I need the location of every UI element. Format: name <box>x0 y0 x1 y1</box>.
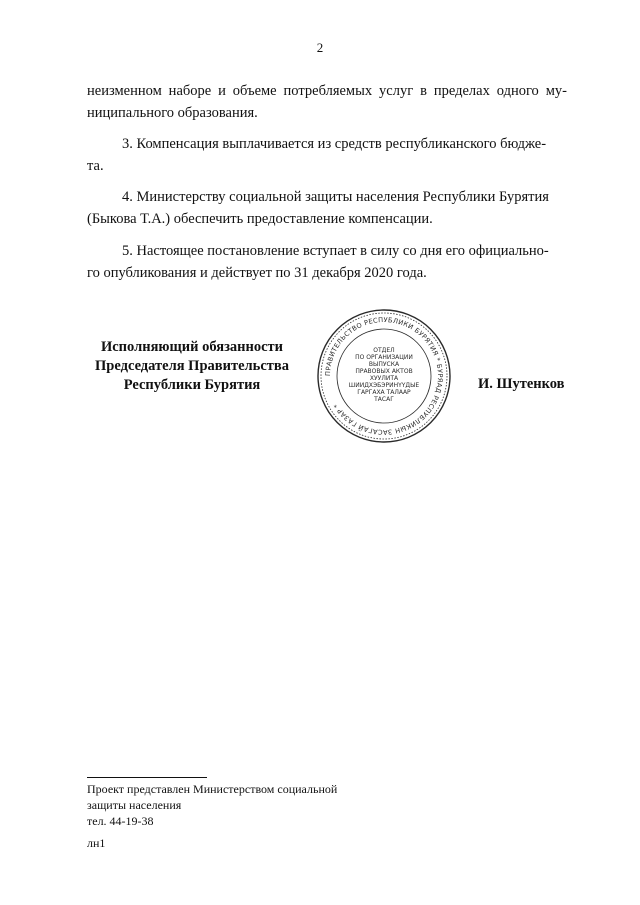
signer-position-line: Исполняющий обязанности <box>100 339 284 355</box>
seal-center-line: ПО ОРГАНИЗАЦИИ <box>355 354 413 361</box>
seal-ring-text: ПРАВИТЕЛЬСТВО РЕСПУБЛИКИ БУРЯТИЯ * БУРЯАД РЕСПУБЛИКЫН ЗАСАГАЙ ГАЗАР * <box>323 315 445 437</box>
signer-name: И. Шутенков <box>478 376 565 392</box>
paragraph-line: го опубликования и действует по 31 декабря 2020 года. <box>87 265 427 281</box>
signer-position-line: Республики Бурятия <box>123 377 261 393</box>
seal-center-line: ХУУЛИТА <box>369 375 399 382</box>
paragraph-line: 5. Настоящее постановление вступает в силу со дня его официально- <box>122 243 549 259</box>
document-code: лн1 <box>87 836 106 850</box>
paragraph-continuation <box>87 80 567 124</box>
seal-center-line: ШИИДХЭБЭРИНҮҮДЫЕ <box>348 382 420 389</box>
paragraph-item-4 <box>87 186 567 230</box>
seal-center-line: ПРАВОВЫХ АКТОВ <box>355 368 413 375</box>
official-seal <box>316 308 452 444</box>
footnote-line: защиты населения <box>87 798 182 812</box>
signer-position <box>87 338 297 395</box>
seal-center-line: ОТДЕЛ <box>373 347 395 354</box>
paragraph-line: (Быкова Т.А.) обеспечить предоставление компенсации. <box>87 211 433 227</box>
seal-center-line: ТАСАГ <box>374 396 394 403</box>
seal-center-line: ВЫПУСКА <box>368 361 400 368</box>
footnote-divider <box>87 777 207 778</box>
paragraph-item-3 <box>87 133 567 177</box>
paragraph-line: 3. Компенсация выплачивается из средств республиканского бюдже- <box>122 136 547 152</box>
seal-center-line: ГАРГАХА ТАЛААР <box>357 389 411 396</box>
footnote <box>87 781 337 829</box>
page-number: 2 <box>316 40 324 55</box>
paragraph-item-5 <box>87 240 567 284</box>
seal-center-text <box>349 347 420 403</box>
signer-position-line: Председателя Правительства <box>95 358 289 374</box>
footnote-line: тел. 44-19-38 <box>87 814 154 828</box>
seal-graphic <box>316 308 452 444</box>
paragraph-line: та. <box>87 158 104 174</box>
paragraph-line: 4. Министерству социальной защиты населения Республики Бурятия <box>122 189 549 205</box>
paragraph-line: ниципального образования. <box>87 105 258 121</box>
footnote-line: Проект представлен Министерством социальной <box>87 782 338 796</box>
paragraph-line: неизменном наборе и объеме потребляемых услуг в пределах одного му- <box>87 83 567 99</box>
